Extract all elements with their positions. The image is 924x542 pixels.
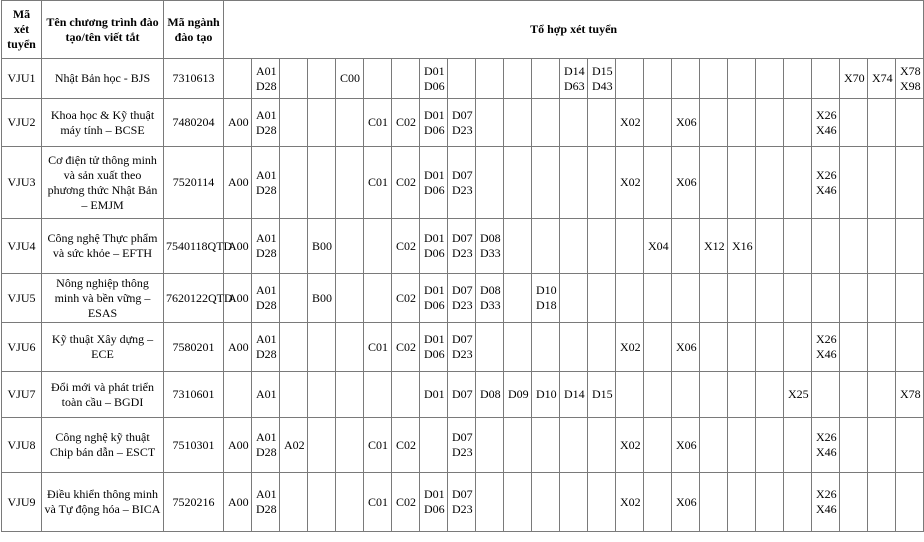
combo-cell: A01 D28 [252, 418, 280, 473]
combo-cell [728, 59, 756, 99]
combo-cell [308, 99, 336, 147]
combo-cell [784, 274, 812, 323]
combo-cell [812, 219, 840, 274]
combo-cell [644, 418, 672, 473]
combo-cell [896, 219, 924, 274]
combo-cell [532, 418, 560, 473]
combo-cell [784, 219, 812, 274]
combo-cell: D10 [532, 372, 560, 418]
combo-cell: C00 [336, 59, 364, 99]
table-row [2, 147, 924, 219]
combo-cell [756, 219, 784, 274]
combo-cell: C01 [364, 147, 392, 219]
combo-cell: A01 [252, 372, 280, 418]
combo-cell [560, 99, 588, 147]
combo-cell [756, 147, 784, 219]
combo-cell [280, 147, 308, 219]
combo-cell [672, 219, 700, 274]
program-code: 7540118QTD [164, 219, 224, 274]
combo-cell: A00 [224, 219, 252, 274]
combo-cell [280, 59, 308, 99]
combo-cell: X02 [616, 473, 644, 532]
combo-cell: D07 D23 [448, 274, 476, 323]
combo-cell: C02 [392, 147, 420, 219]
combo-cell [392, 59, 420, 99]
combo-cell [532, 219, 560, 274]
combo-cell: A00 [224, 473, 252, 532]
program-name: Đổi mới và phát triển toàn cầu – BGDI [42, 372, 164, 418]
combo-cell [672, 59, 700, 99]
combo-cell [644, 473, 672, 532]
program-id: VJU8 [2, 418, 42, 473]
combo-cell [700, 147, 728, 219]
combo-cell [728, 323, 756, 372]
combo-cell [644, 59, 672, 99]
combo-cell [588, 147, 616, 219]
combo-cell [308, 323, 336, 372]
program-code: 7620122QTD [164, 274, 224, 323]
combo-cell [560, 274, 588, 323]
combo-cell: A00 [224, 147, 252, 219]
header-id: Mã xét tuyển [2, 1, 42, 59]
combo-cell [756, 99, 784, 147]
table-row [2, 219, 924, 274]
combo-cell: X26 X46 [812, 418, 840, 473]
program-name: Kỹ thuật Xây dựng – ECE [42, 323, 164, 372]
combo-cell [420, 418, 448, 473]
combo-cell: X26 X46 [812, 147, 840, 219]
combo-cell [392, 372, 420, 418]
table-row [2, 372, 924, 418]
combo-cell: D08 D33 [476, 274, 504, 323]
program-id: VJU1 [2, 59, 42, 99]
combo-cell [728, 473, 756, 532]
program-code: 7580201 [164, 323, 224, 372]
combo-cell: A01 D28 [252, 473, 280, 532]
header-name: Tên chương trình đào tạo/tên viết tắt [42, 1, 164, 59]
combo-cell: C01 [364, 473, 392, 532]
combo-cell [476, 147, 504, 219]
combo-cell [224, 372, 252, 418]
combo-cell [616, 372, 644, 418]
combo-cell: A01 D28 [252, 323, 280, 372]
combo-cell: D14 [560, 372, 588, 418]
combo-cell [280, 219, 308, 274]
combo-cell [840, 219, 868, 274]
table-row [2, 418, 924, 473]
program-id: VJU2 [2, 99, 42, 147]
combo-cell [224, 59, 252, 99]
combo-cell: X25 [784, 372, 812, 418]
combo-cell [868, 99, 896, 147]
combo-cell: D01 D06 [420, 59, 448, 99]
program-code: 7510301 [164, 418, 224, 473]
combo-cell: X26 X46 [812, 99, 840, 147]
combo-cell [784, 323, 812, 372]
combo-cell: D01 D06 [420, 147, 448, 219]
combo-cell [896, 473, 924, 532]
table-body [2, 59, 924, 532]
combo-cell [672, 372, 700, 418]
combo-cell [588, 418, 616, 473]
combo-cell [504, 274, 532, 323]
combo-cell [700, 99, 728, 147]
program-id: VJU5 [2, 274, 42, 323]
combo-cell: D15 [588, 372, 616, 418]
table-row [2, 323, 924, 372]
combo-cell: C02 [392, 219, 420, 274]
combo-cell: A00 [224, 418, 252, 473]
combo-cell [532, 147, 560, 219]
combo-cell: D07 D23 [448, 418, 476, 473]
header-combo: Tổ hợp xét tuyển [224, 1, 924, 59]
combo-cell [728, 274, 756, 323]
combo-cell [588, 99, 616, 147]
header-code: Mã ngành đào tạo [164, 1, 224, 59]
combo-cell [840, 418, 868, 473]
combo-cell [504, 99, 532, 147]
combo-cell [756, 418, 784, 473]
program-code: 7310601 [164, 372, 224, 418]
combo-cell: X78 X98 [896, 59, 924, 99]
program-code: 7520216 [164, 473, 224, 532]
combo-cell [336, 473, 364, 532]
combo-cell: C02 [392, 418, 420, 473]
combo-cell: A01 D28 [252, 59, 280, 99]
combo-cell [812, 372, 840, 418]
combo-cell: X78 [896, 372, 924, 418]
combo-cell [756, 59, 784, 99]
combo-cell [308, 473, 336, 532]
combo-cell [840, 473, 868, 532]
combo-cell [560, 219, 588, 274]
combo-cell [532, 473, 560, 532]
combo-cell: X74 [868, 59, 896, 99]
combo-cell: A01 D28 [252, 219, 280, 274]
combo-cell: D07 D23 [448, 219, 476, 274]
combo-cell [700, 274, 728, 323]
program-name: Điều khiển thông minh và Tự động hóa – BICA [42, 473, 164, 532]
combo-cell: X06 [672, 473, 700, 532]
combo-cell [504, 418, 532, 473]
combo-cell [840, 274, 868, 323]
combo-cell: C01 [364, 418, 392, 473]
combo-cell: C02 [392, 473, 420, 532]
combo-cell [336, 99, 364, 147]
program-id: VJU6 [2, 323, 42, 372]
combo-cell: C02 [392, 99, 420, 147]
combo-cell: X26 X46 [812, 473, 840, 532]
combo-cell [728, 418, 756, 473]
combo-cell [896, 147, 924, 219]
combo-cell [308, 418, 336, 473]
combo-cell [476, 473, 504, 532]
program-id: VJU9 [2, 473, 42, 532]
combo-cell [700, 418, 728, 473]
combo-cell: X70 [840, 59, 868, 99]
combo-cell [896, 418, 924, 473]
combo-cell [588, 274, 616, 323]
header-row [2, 1, 924, 59]
combo-cell [812, 274, 840, 323]
combo-cell: D01 [420, 372, 448, 418]
combo-cell [700, 473, 728, 532]
combo-cell [868, 323, 896, 372]
combo-cell: D09 [504, 372, 532, 418]
combo-cell: X16 [728, 219, 756, 274]
admission-table [1, 0, 924, 532]
combo-cell: X06 [672, 147, 700, 219]
combo-cell [700, 59, 728, 99]
combo-cell: A01 D28 [252, 147, 280, 219]
combo-cell [644, 99, 672, 147]
combo-cell [336, 372, 364, 418]
combo-cell [868, 418, 896, 473]
combo-cell [616, 59, 644, 99]
table-row [2, 274, 924, 323]
combo-cell [840, 99, 868, 147]
combo-cell [868, 219, 896, 274]
combo-cell [868, 274, 896, 323]
combo-cell [364, 59, 392, 99]
combo-cell [588, 473, 616, 532]
combo-cell [280, 372, 308, 418]
combo-cell: A01 D28 [252, 99, 280, 147]
combo-cell [868, 473, 896, 532]
combo-cell [504, 219, 532, 274]
combo-cell [476, 99, 504, 147]
combo-cell [784, 59, 812, 99]
combo-cell [756, 274, 784, 323]
combo-cell [644, 372, 672, 418]
combo-cell: X04 [644, 219, 672, 274]
combo-cell [476, 59, 504, 99]
combo-cell [560, 473, 588, 532]
combo-cell [728, 99, 756, 147]
combo-cell [700, 372, 728, 418]
combo-cell [868, 147, 896, 219]
combo-cell [756, 473, 784, 532]
combo-cell [560, 323, 588, 372]
combo-cell [308, 59, 336, 99]
combo-cell [644, 147, 672, 219]
combo-cell: D07 D23 [448, 99, 476, 147]
combo-cell [336, 147, 364, 219]
program-code: 7480204 [164, 99, 224, 147]
program-name: Nông nghiệp thông minh và bền vững – ESAS [42, 274, 164, 323]
combo-cell: X02 [616, 418, 644, 473]
combo-cell [644, 274, 672, 323]
combo-cell [728, 147, 756, 219]
program-code: 7310613 [164, 59, 224, 99]
combo-cell [644, 323, 672, 372]
combo-cell [672, 274, 700, 323]
combo-cell: D01 D06 [420, 99, 448, 147]
table-row [2, 99, 924, 147]
combo-cell [532, 99, 560, 147]
combo-cell [756, 323, 784, 372]
combo-cell: A02 [280, 418, 308, 473]
combo-cell [280, 323, 308, 372]
combo-cell: A01 D28 [252, 274, 280, 323]
combo-cell [448, 59, 476, 99]
combo-cell: C01 [364, 323, 392, 372]
combo-cell [336, 219, 364, 274]
combo-cell [868, 372, 896, 418]
combo-cell [588, 219, 616, 274]
combo-cell [504, 147, 532, 219]
combo-cell: A00 [224, 99, 252, 147]
program-name: Nhật Bản học - BJS [42, 59, 164, 99]
combo-cell: C02 [392, 323, 420, 372]
combo-cell [560, 418, 588, 473]
combo-cell: C02 [392, 274, 420, 323]
combo-cell: X06 [672, 99, 700, 147]
combo-cell [280, 473, 308, 532]
combo-cell [616, 219, 644, 274]
combo-cell [364, 274, 392, 323]
program-id: VJU7 [2, 372, 42, 418]
combo-cell [840, 323, 868, 372]
combo-cell: B00 [308, 274, 336, 323]
combo-cell: X12 [700, 219, 728, 274]
combo-cell [504, 473, 532, 532]
combo-cell: D08 D33 [476, 219, 504, 274]
combo-cell [896, 274, 924, 323]
combo-cell [532, 59, 560, 99]
combo-cell: D07 D23 [448, 473, 476, 532]
combo-cell [336, 418, 364, 473]
combo-cell: A00 [224, 274, 252, 323]
combo-cell: D07 [448, 372, 476, 418]
combo-cell: D15 D43 [588, 59, 616, 99]
combo-cell [840, 372, 868, 418]
combo-cell [896, 323, 924, 372]
combo-cell [784, 147, 812, 219]
combo-cell [280, 99, 308, 147]
program-id: VJU4 [2, 219, 42, 274]
combo-cell [616, 274, 644, 323]
combo-cell: D01 D06 [420, 274, 448, 323]
table-row [2, 473, 924, 532]
combo-cell [504, 59, 532, 99]
combo-cell: X06 [672, 418, 700, 473]
combo-cell [476, 418, 504, 473]
combo-cell [308, 147, 336, 219]
combo-cell [336, 323, 364, 372]
combo-cell: D07 D23 [448, 147, 476, 219]
combo-cell: D14 D63 [560, 59, 588, 99]
combo-cell: C01 [364, 99, 392, 147]
program-id: VJU3 [2, 147, 42, 219]
combo-cell: B00 [308, 219, 336, 274]
combo-cell: X26 X46 [812, 323, 840, 372]
combo-cell [784, 473, 812, 532]
combo-cell [280, 274, 308, 323]
combo-cell [756, 372, 784, 418]
combo-cell [476, 323, 504, 372]
combo-cell [532, 323, 560, 372]
combo-cell [364, 372, 392, 418]
combo-cell [504, 323, 532, 372]
combo-cell: D08 [476, 372, 504, 418]
combo-cell [560, 147, 588, 219]
combo-cell [784, 418, 812, 473]
combo-cell [336, 274, 364, 323]
program-name: Công nghệ kỹ thuật Chip bán dẫn – ESCT [42, 418, 164, 473]
combo-cell [728, 372, 756, 418]
combo-cell: D01 D06 [420, 323, 448, 372]
combo-cell [588, 323, 616, 372]
program-name: Cơ điện tử thông minh và sản xuất theo phương thức Nhật Bản – EMJM [42, 147, 164, 219]
combo-cell [784, 99, 812, 147]
combo-cell [896, 99, 924, 147]
combo-cell: X02 [616, 323, 644, 372]
combo-cell: A00 [224, 323, 252, 372]
combo-cell: X02 [616, 147, 644, 219]
combo-cell: D10 D18 [532, 274, 560, 323]
combo-cell: X06 [672, 323, 700, 372]
table-row [2, 59, 924, 99]
combo-cell [364, 219, 392, 274]
combo-cell [308, 372, 336, 418]
combo-cell: D01 D06 [420, 473, 448, 532]
combo-cell: D01 D06 [420, 219, 448, 274]
combo-cell [812, 59, 840, 99]
combo-cell: X02 [616, 99, 644, 147]
combo-cell [840, 147, 868, 219]
program-name: Công nghệ Thực phẩm và sức khỏe – EFTH [42, 219, 164, 274]
program-name: Khoa học & Kỹ thuật máy tính – BCSE [42, 99, 164, 147]
program-code: 7520114 [164, 147, 224, 219]
combo-cell: D07 D23 [448, 323, 476, 372]
combo-cell [700, 323, 728, 372]
